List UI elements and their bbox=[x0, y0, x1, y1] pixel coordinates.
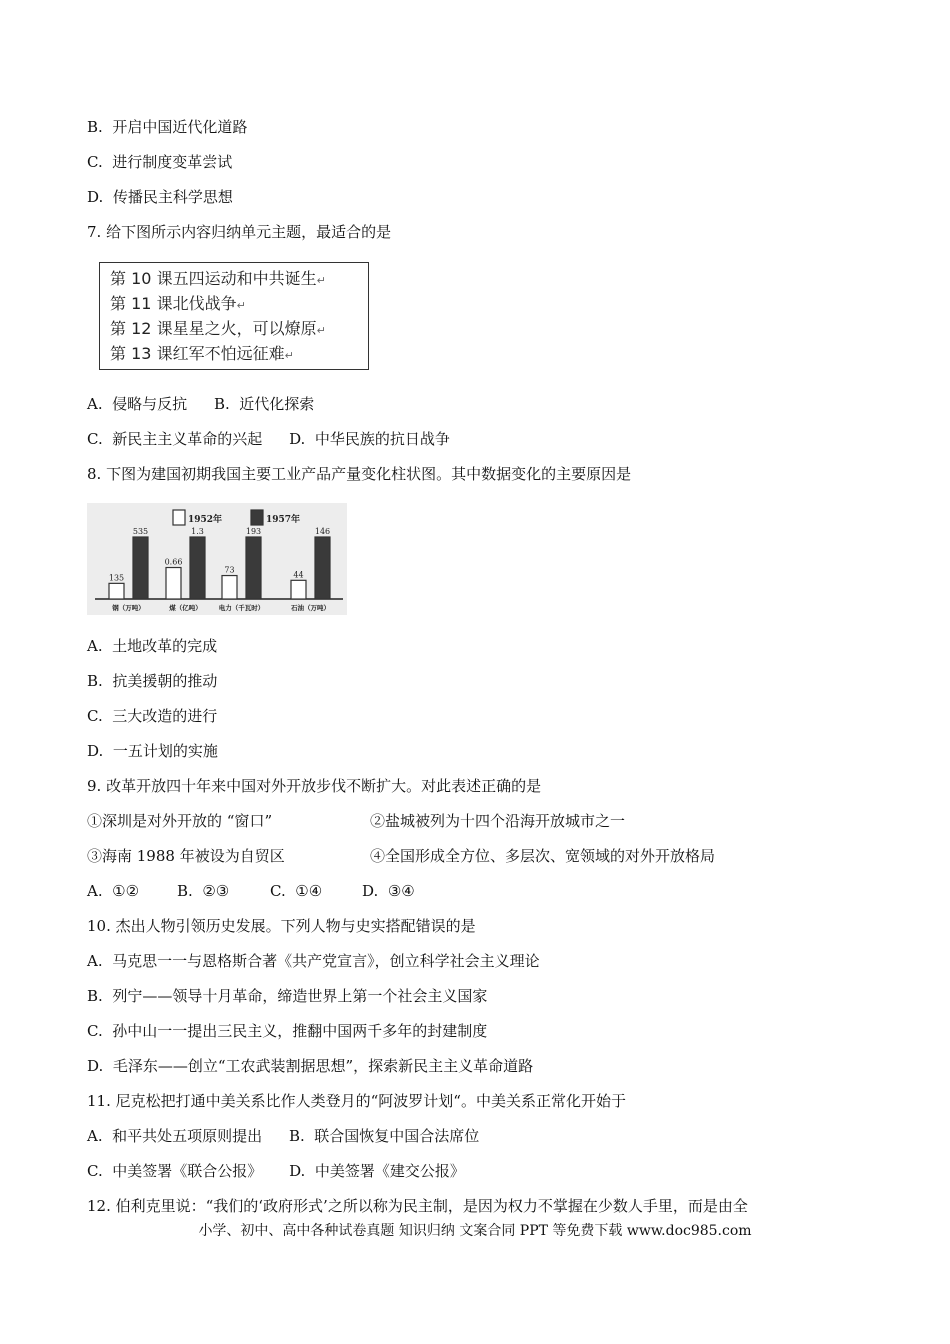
q11-options-row1 bbox=[87, 1126, 479, 1146]
bar-value-label: 135 bbox=[108, 573, 125, 583]
bar-1957 bbox=[133, 537, 148, 599]
q9-option-b: B. ②③ bbox=[177, 882, 230, 900]
bar-1952 bbox=[222, 576, 237, 599]
bar-value-label: 146 bbox=[314, 527, 331, 536]
q9-options-row bbox=[87, 881, 487, 901]
q7-lesson-box bbox=[99, 262, 369, 370]
q9-option-d: D. ③④ bbox=[362, 882, 415, 900]
q7-options-row2 bbox=[87, 429, 450, 449]
q9-statement-3: ③海南 1988 年被设为自贸区 bbox=[87, 847, 285, 865]
legend-label-1952: 1952年 bbox=[188, 515, 223, 525]
bar-1957 bbox=[315, 537, 330, 599]
q11-stem: 11. 尼克松把打通中美关系比作人类登月的“阿波罗计划“。中美关系正常化开始于 bbox=[87, 1092, 626, 1110]
q10-option-b: B. 列宁——领导十月革命，缔造世界上第一个社会主义国家 bbox=[87, 987, 488, 1005]
q10-stem: 10. 杰出人物引领历史发展。下列人物与史实搭配错误的是 bbox=[87, 917, 476, 935]
q6-option-c: C. 进行制度变革尝试 bbox=[87, 153, 233, 171]
q8-stem: 8. 下图为建国初期我国主要工业产品产量变化柱状图。其中数据变化的主要原因是 bbox=[87, 465, 632, 483]
legend-swatch-1957 bbox=[251, 510, 263, 525]
q11-options-row2 bbox=[87, 1161, 465, 1181]
bar-value-label: 73 bbox=[224, 565, 235, 575]
lesson-line: 第 13 课红军不怕远征难↵ bbox=[110, 344, 294, 363]
q10-option-c: C. 孙中山一一提出三民主义，推翻中国两千多年的封建制度 bbox=[87, 1022, 488, 1040]
bar-value-label: 44 bbox=[293, 570, 304, 580]
bar-1952 bbox=[109, 583, 124, 599]
page-footer: 小学、初中、高中各种试卷真题 知识归纳 文案合同 PPT 等免费下载 www.doc985.com bbox=[198, 1223, 752, 1239]
q9-statements-row2 bbox=[87, 846, 887, 866]
lesson-line: 第 12 课星星之火，可以燎原↵ bbox=[110, 319, 326, 338]
q6-option-d: D. 传播民主科学思想 bbox=[87, 188, 233, 206]
bar-1952 bbox=[166, 568, 181, 599]
q9-option-a: A. ①② bbox=[87, 882, 140, 900]
legend-swatch-1952 bbox=[173, 510, 185, 525]
q6-option-b: B. 开启中国近代化道路 bbox=[87, 118, 248, 136]
q7-option-b: B. 近代化探索 bbox=[213, 395, 315, 413]
category-label: 石油（万吨） bbox=[291, 604, 330, 612]
q8-option-b: B. 抗美援朝的推动 bbox=[87, 672, 218, 690]
q9-statement-1: ①深圳是对外开放的 “窗口” bbox=[87, 812, 273, 830]
q9-statement-4: ④全国形成全方位、多层次、宽领域的对外开放格局 bbox=[370, 847, 716, 865]
legend-label-1957: 1957年 bbox=[266, 515, 301, 525]
q8-option-a: A. 土地改革的完成 bbox=[87, 637, 218, 655]
lesson-line: 第 11 课北伐战争↵ bbox=[110, 294, 246, 313]
q7-options-row1 bbox=[87, 394, 314, 414]
q11-option-c: C. 中美签署《联合公报》 bbox=[87, 1162, 263, 1180]
q11-option-b: B. 联合国恢复中国合法席位 bbox=[288, 1127, 480, 1145]
bar-value-label: 193 bbox=[245, 527, 262, 536]
bar-1957 bbox=[246, 537, 261, 599]
q11-option-d: D. 中美签署《建交公报》 bbox=[289, 1162, 465, 1180]
bar-value-label: 0.66 bbox=[164, 557, 183, 567]
chart-svg bbox=[87, 503, 347, 615]
lesson-line: 第 10 课五四运动和中共诞生↵ bbox=[110, 269, 326, 288]
category-label: 钢（万吨） bbox=[112, 604, 145, 612]
q10-option-d: D. 毛泽东——创立“工农武装割据思想”，探索新民主主义革命道路 bbox=[87, 1057, 534, 1075]
production-bar-chart bbox=[87, 503, 347, 615]
q9-stem: 9. 改革开放四十年来中国对外开放步伐不断扩大。对此表述正确的是 bbox=[87, 777, 542, 795]
bar-value-label: 1.3 bbox=[191, 527, 204, 536]
q7-option-c: C. 新民主主义革命的兴起 bbox=[87, 430, 263, 448]
q8-option-c: C. 三大改造的进行 bbox=[87, 707, 218, 725]
bar-1957 bbox=[190, 537, 205, 599]
q10-option-a: A. 马克思一一与恩格斯合著《共产党宣言》，创立科学社会主义理论 bbox=[87, 952, 540, 970]
q11-option-a: A. 和平共处五项原则提出 bbox=[87, 1127, 263, 1145]
category-label: 电力（千瓦时） bbox=[218, 604, 265, 612]
q7-option-a: A. 侵略与反抗 bbox=[87, 395, 188, 413]
q9-option-c: C. ①④ bbox=[270, 882, 323, 900]
q12-stem: 12. 伯利克里说：“我们的‘政府形式’之所以称为民主制，是因为权力不掌握在少数人手里，而是由全 bbox=[87, 1197, 748, 1215]
q9-statement-2: ②盐城被列为十四个沿海开放城市之一 bbox=[370, 812, 626, 830]
bar-value-label: 535 bbox=[132, 527, 149, 536]
q7-stem: 7. 给下图所示内容归纳单元主题，最适合的是 bbox=[87, 223, 392, 241]
q7-option-d: D. 中华民族的抗日战争 bbox=[289, 430, 450, 448]
category-label: 煤（亿吨） bbox=[169, 604, 202, 612]
q8-option-d: D. 一五计划的实施 bbox=[87, 742, 218, 760]
bar-1952 bbox=[291, 580, 306, 599]
q9-statements-row1 bbox=[87, 811, 887, 831]
